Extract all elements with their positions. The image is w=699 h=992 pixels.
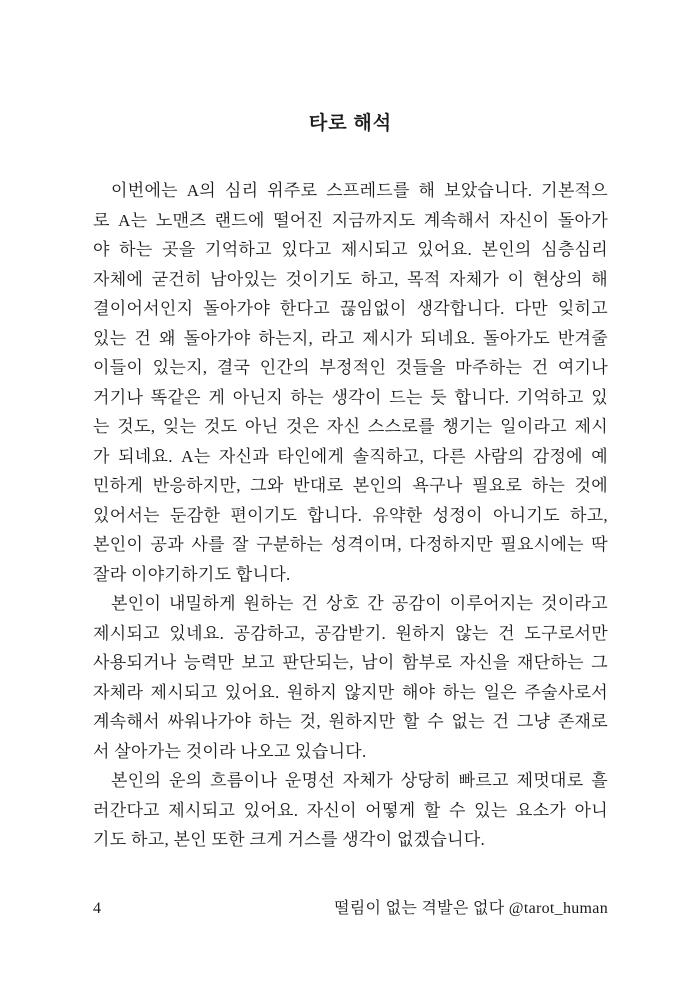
text-line: 있어서는 둔감한 편이기도 합니다. 유약한 성정이 아니기도 하고, (93, 505, 608, 525)
text-line: 가 되네요. A는 자신과 타인에게 솔직하고, 다른 사람의 감정에 예 (93, 446, 608, 466)
text-line: 거기나 똑같은 게 아닌지 하는 생각이 드는 듯 합니다. 기억하고 있 (93, 387, 608, 407)
text-line: 로 A는 노맨즈 랜드에 떨어진 지금까지도 계속해서 자신이 돌아가 (93, 210, 608, 230)
footer-credit: 떨림이 없는 격발은 없다 @tarot_human (334, 900, 608, 917)
page-number: 4 (93, 900, 102, 917)
text-line: 러간다고 제시되고 있어요. 자신이 어떻게 할 수 있는 요소가 아니 (93, 800, 608, 820)
paragraph (93, 176, 608, 589)
text-line: 자체라 제시되고 있어요. 원하지 않지만 해야 하는 일은 주술사로서 (93, 682, 608, 702)
text-line: 는 것도, 잊는 것도 아닌 것은 자신 스스로를 챙기는 일이라고 제시 (93, 417, 608, 436)
page-title: 타로 해석 (308, 113, 393, 134)
text-line: 제시되고 있네요. 공감하고, 공감받기. 원하지 않는 건 도구로서만 (93, 623, 608, 643)
text-line: 본인의 운의 흐름이나 운명선 자체가 상당히 빠르고 제멋대로 흘 (111, 771, 608, 790)
text-line: 본인이 공과 사를 잘 구분하는 성격이며, 다정하지만 필요시에는 딱 (93, 535, 608, 554)
text-line: 있는 건 왜 돌아가야 하는지, 라고 제시가 되네요. 돌아가도 반겨줄 (93, 328, 608, 348)
page-content (93, 110, 608, 855)
text-line: 서 살아가는 것이라 나오고 있습니다. (93, 741, 367, 761)
text-line: 민하게 반응하지만, 그와 반대로 본인의 욕구나 필요로 하는 것에 (93, 476, 608, 495)
body-paragraphs (93, 176, 608, 855)
text-line: 잘라 이야기하기도 합니다. (93, 564, 291, 584)
page-footer (93, 897, 608, 921)
text-line: 결이어서인지 돌아가야 한다고 끊임없이 생각합니다. 다만 잊히고 (93, 299, 608, 318)
text-line: 계속해서 싸워나가야 하는 것, 원하지만 할 수 없는 건 그냥 존재로 (93, 712, 608, 731)
text-line: 자체에 굳건히 남아있는 것이기도 하고, 목적 자체가 이 현상의 해 (93, 269, 608, 289)
paragraph (93, 766, 608, 855)
text-line: 이번에는 A의 심리 위주로 스프레드를 해 보았습니다. 기본적으 (111, 181, 608, 200)
text-line: 사용되거나 능력만 보고 판단되는, 남이 함부로 자신을 재단하는 그 (93, 653, 608, 672)
text-line: 본인이 내밀하게 원하는 건 상호 간 공감이 이루어지는 것이라고 (111, 594, 608, 613)
text-line: 이들이 있는지, 결국 인간의 부정적인 것들을 마주하는 건 여기나 (93, 358, 608, 377)
text-line: 야 하는 곳을 기억하고 있다고 제시되고 있어요. 본인의 심층심리 (93, 240, 608, 259)
paragraph (93, 589, 608, 766)
text-line: 기도 하고, 본인 또한 크게 거스를 생각이 없겠습니다. (93, 830, 486, 849)
